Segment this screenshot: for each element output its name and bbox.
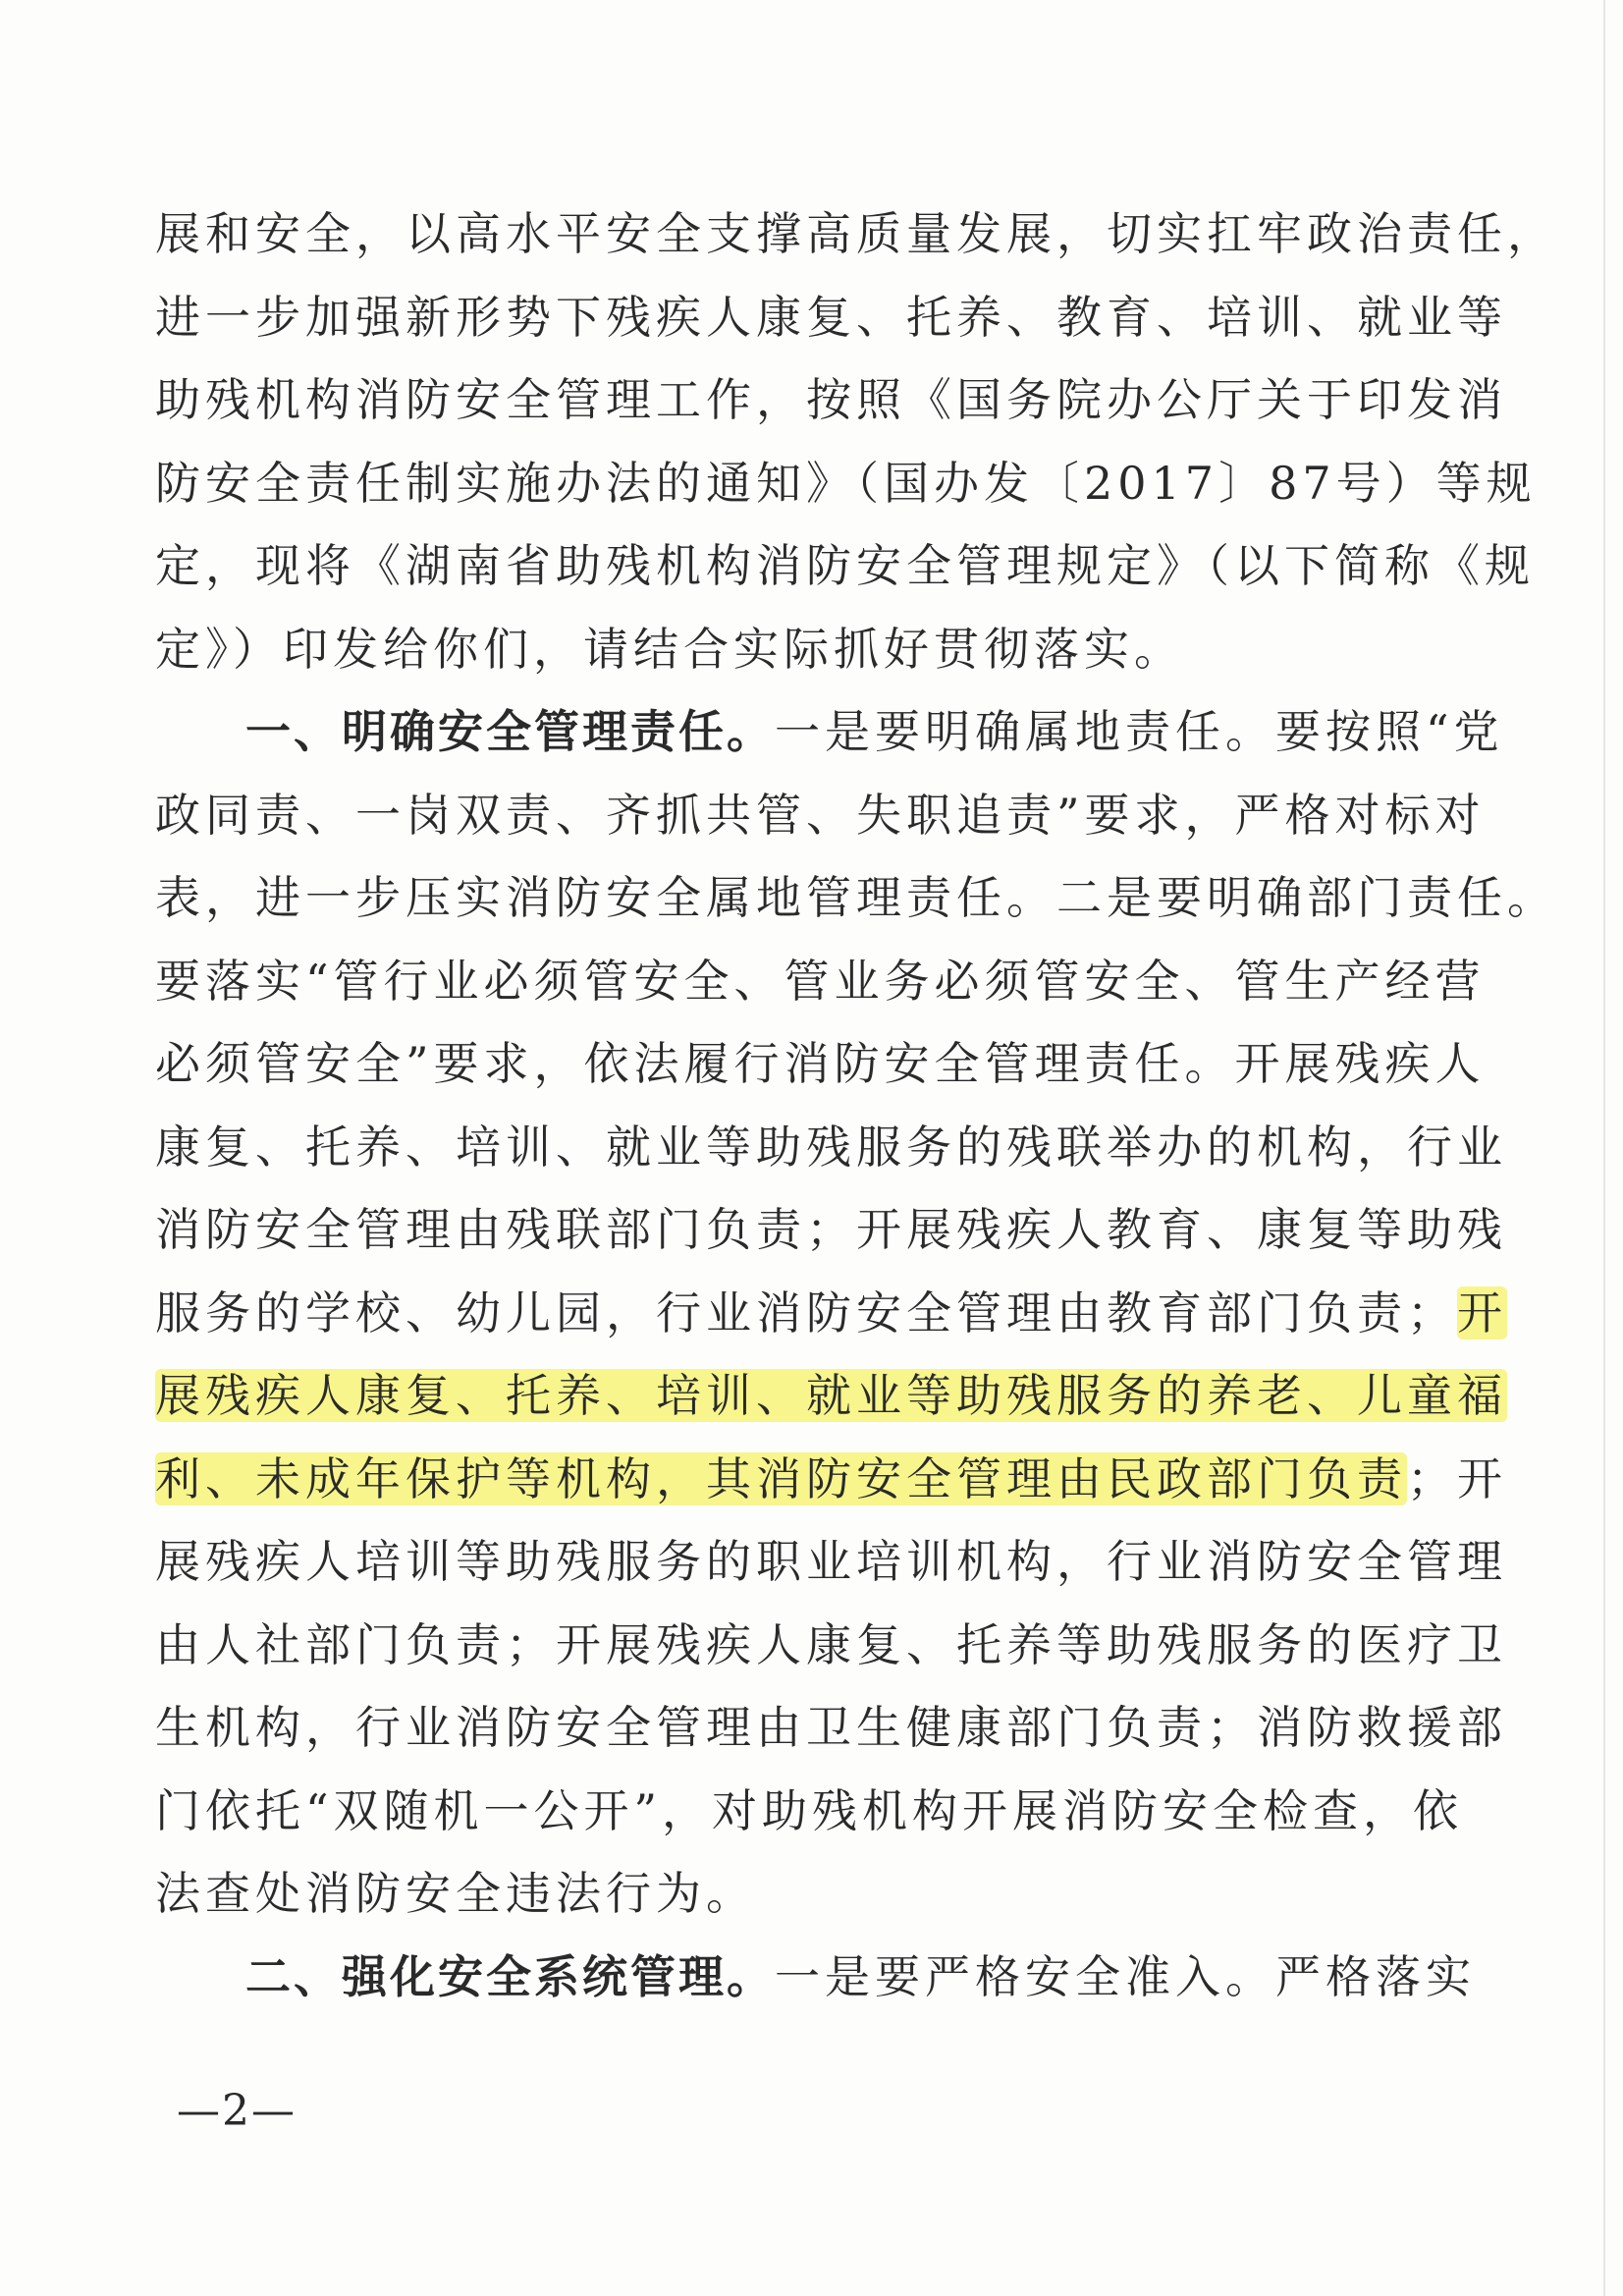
text-line [155, 1852, 1378, 1936]
section-heading: 二、强化安全系统管理。 [245, 1949, 775, 2003]
text-line [155, 1520, 1507, 1604]
line-text: 法查处消防安全违法行为。 [155, 1867, 756, 1920]
line-text: 一是要严格安全准入。严格落实 [775, 1949, 1476, 2003]
line-text: 助残机构消防安全管理工作，按照《国务院办公厅关于印发消 [155, 373, 1507, 426]
document-body [155, 192, 1557, 2018]
page-number: —2— [177, 2086, 297, 2136]
line-text: 由人社部门负责；开展残疾人康复、托养等助残服务的医疗卫 [155, 1617, 1507, 1671]
line-text: 定，现将《湖南省助残机构消防安全管理规定》（以下简称《规 [155, 539, 1535, 592]
text-line [155, 1354, 1507, 1438]
line-text: 表，进一步压实消防安全属地管理责任。二是要明确部门责任。 [155, 871, 1557, 924]
line-text: 一是要明确属地责任。要按照“党 [775, 705, 1504, 758]
text-line [155, 1106, 1507, 1189]
line-text: 进一步加强新形势下残疾人康复、托养、教育、培训、就业等 [155, 290, 1507, 344]
text-line [155, 1770, 1464, 1853]
text-line [155, 608, 1378, 691]
section-2-start [155, 1936, 1476, 2019]
text-line [155, 524, 1535, 608]
text-line [155, 442, 1537, 525]
text-line [155, 1188, 1507, 1272]
section-heading: 一、明确安全管理责任。 [245, 705, 775, 758]
line-text: 定》）印发给你们，请结合实际抓好贯彻落实。 [155, 622, 1184, 676]
text-line [155, 1686, 1507, 1770]
text-line [155, 358, 1507, 442]
line-text: 消防安全管理由残联部门负责；开展残疾人教育、康复等助残 [155, 1203, 1507, 1256]
text-line [155, 856, 1557, 940]
line-text: 政同责、一岗双责、齐抓共管、失职追责”要求，严格对标对 [155, 788, 1486, 842]
text-line [155, 1604, 1507, 1687]
line-text: 必须管安全”要求，依法履行消防安全管理责任。开展残疾人 [155, 1037, 1486, 1090]
text-line [155, 1022, 1486, 1106]
line-text: 服务的学校、幼儿园，行业消防安全管理由教育部门负责； [155, 1285, 1457, 1339]
highlighted-text: 利、未成年保护等机构，其消防安全管理由民政部门负责 [155, 1451, 1407, 1505]
highlighted-text: 展残疾人康复、托养、培训、就业等助残服务的养老、儿童福 [155, 1369, 1507, 1422]
line-text: 生机构，行业消防安全管理由卫生健康部门负责；消防救援部 [155, 1701, 1507, 1754]
highlighted-text: 开 [1457, 1285, 1507, 1339]
line-text: 门依托“双随机一公开”，对助残机构开展消防安全检查，依 [155, 1783, 1464, 1837]
line-text: 展和安全，以高水平安全支撑高质量发展，切实扛牢政治责任， [155, 207, 1557, 260]
text-line [155, 192, 1557, 276]
line-text: 要落实“管行业必须管安全、管业务必须管安全、管生产经营 [155, 954, 1486, 1008]
text-line [155, 940, 1486, 1023]
scan-edge [1603, 0, 1605, 2296]
line-text: ；开 [1407, 1451, 1507, 1505]
text-line [155, 1272, 1507, 1355]
section-1-start [155, 690, 1504, 774]
text-line [155, 1438, 1507, 1521]
text-line [155, 276, 1507, 359]
line-text: 防安全责任制实施办法的通知》（国办发〔2017〕87号）等规 [155, 456, 1537, 510]
line-text: 康复、托养、培训、就业等助残服务的残联举办的机构，行业 [155, 1120, 1507, 1174]
text-line [155, 774, 1486, 857]
line-text: 展残疾人培训等助残服务的职业培训机构，行业消防安全管理 [155, 1535, 1507, 1588]
